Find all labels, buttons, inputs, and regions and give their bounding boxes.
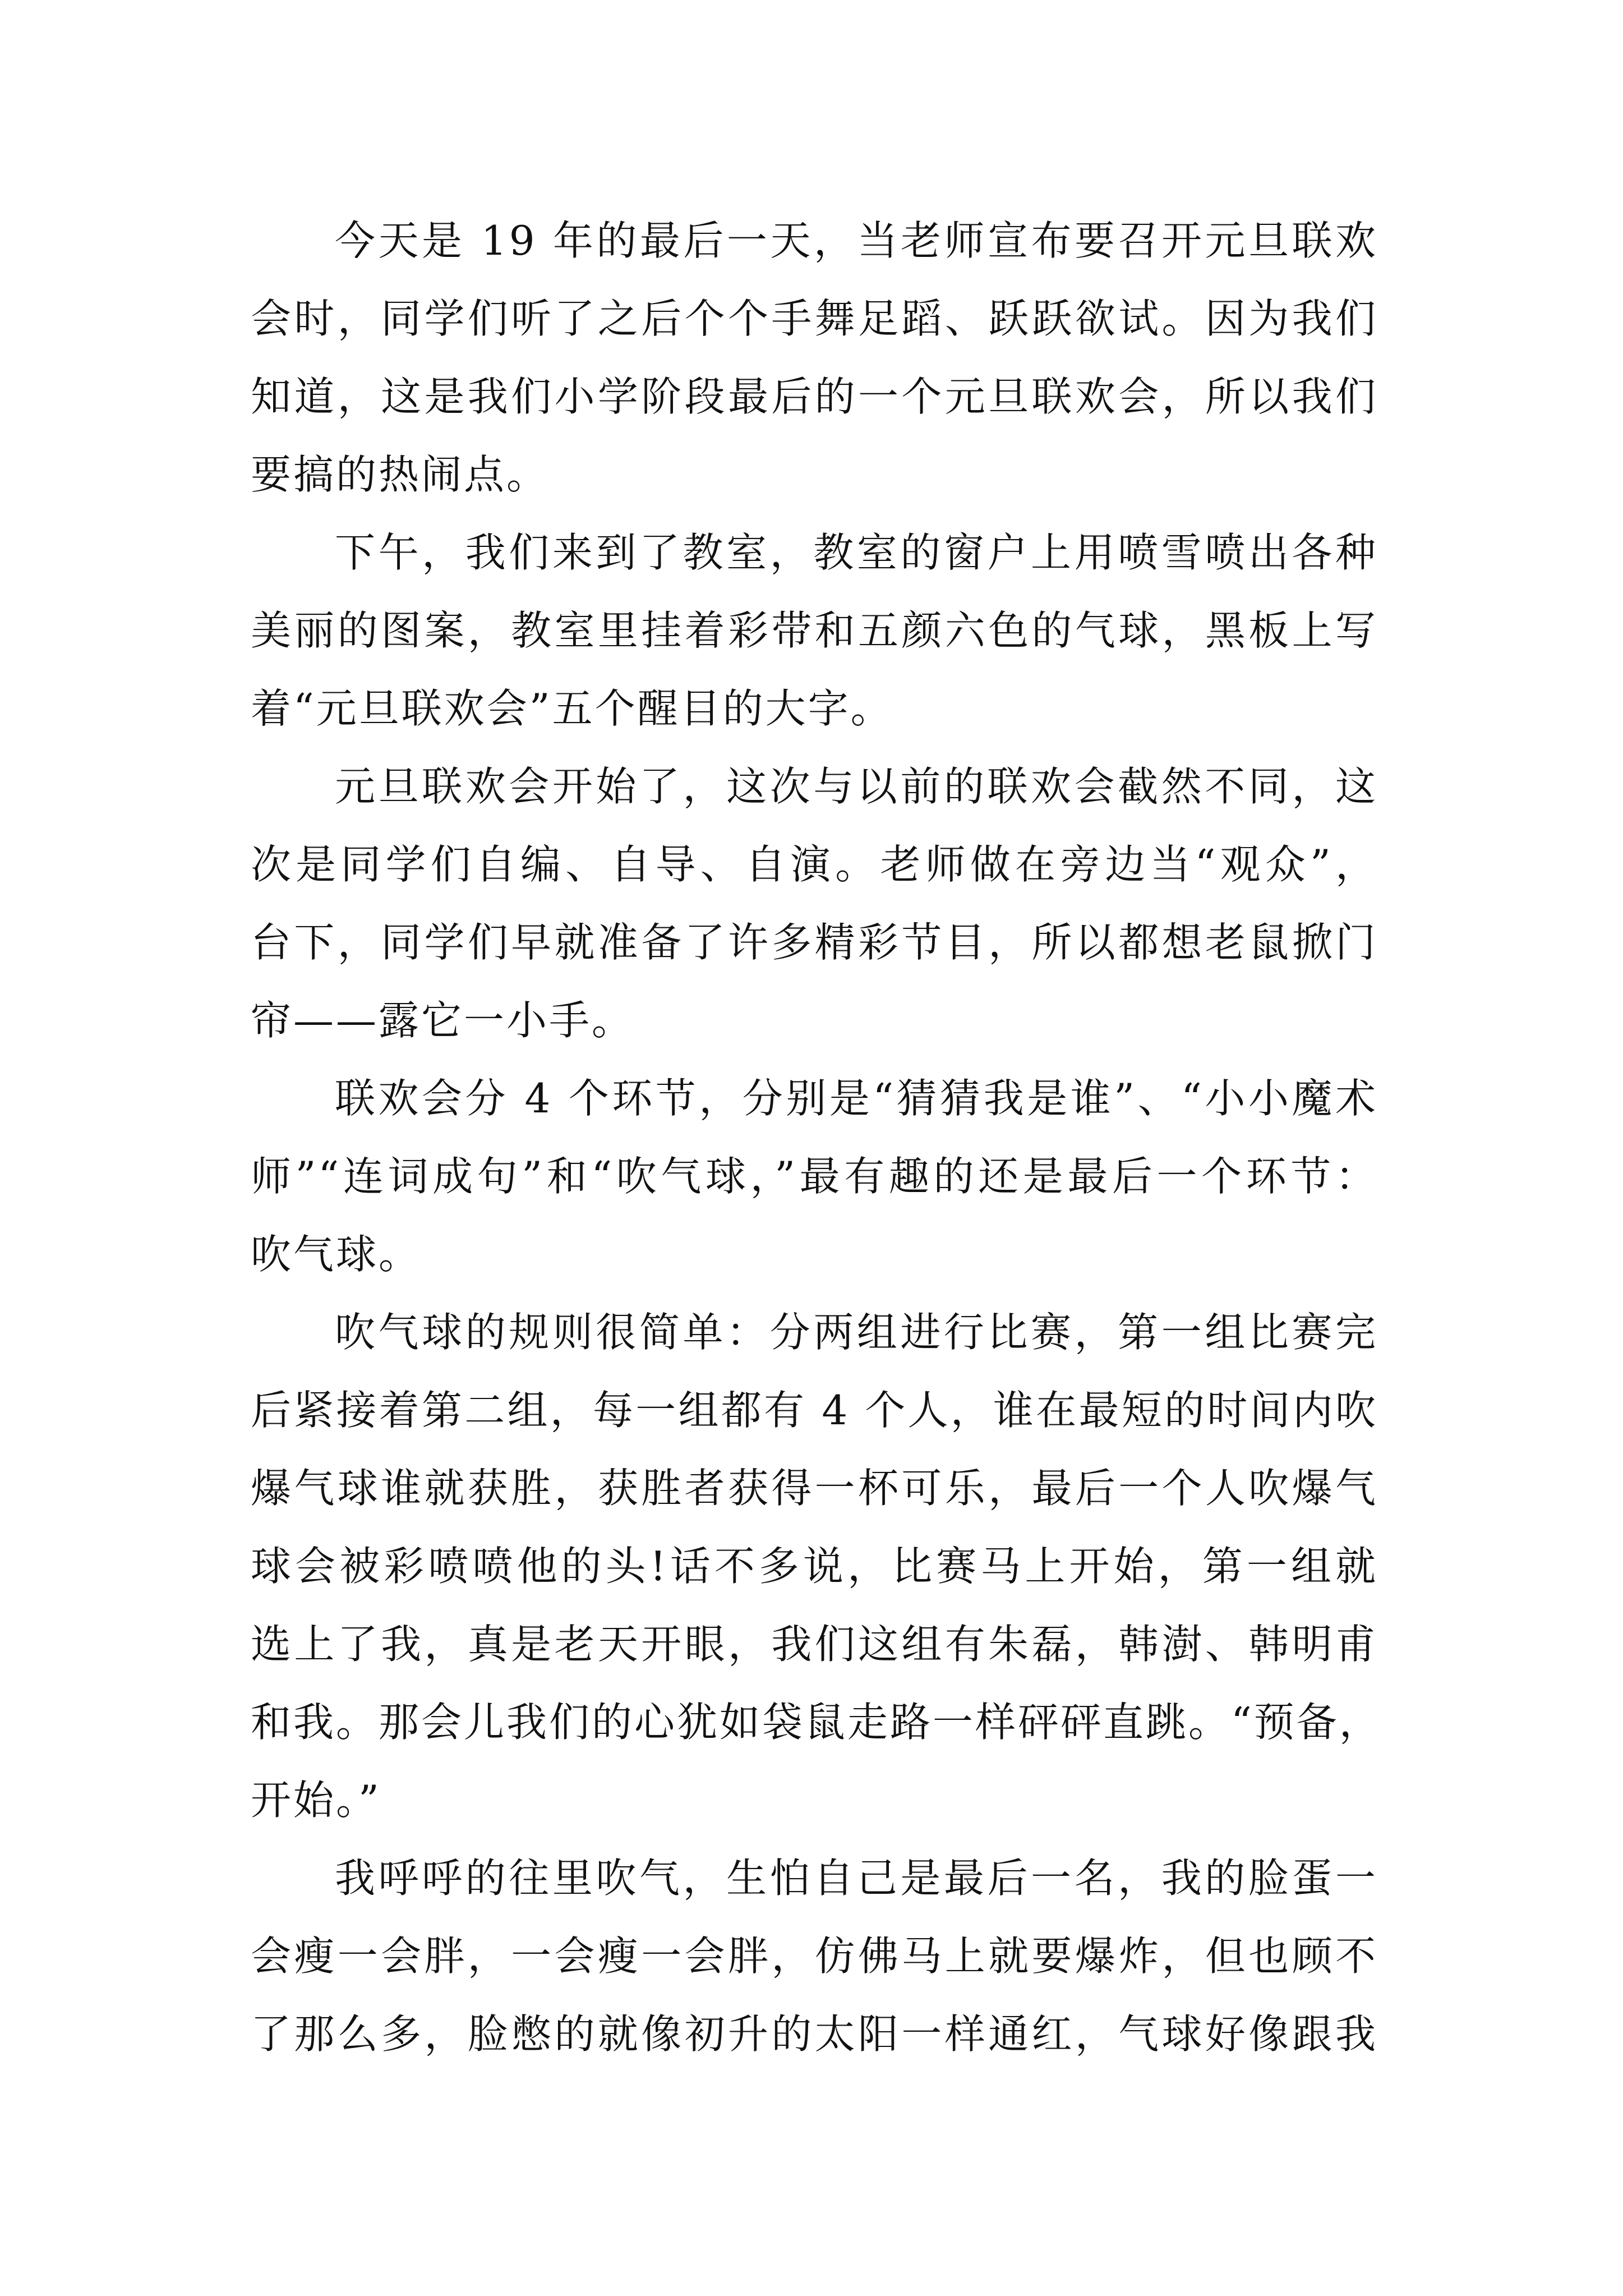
paragraph-2 [251,514,1378,748]
text-line: 开始。” [251,1777,381,1824]
text-line: 吹气球。 [251,1231,422,1278]
paragraph-5 [251,1294,1382,1839]
text-line: 今天是 19 年的最后一天，当老师宣布要召开元旦联欢 [335,217,1378,264]
text-line: 美丽的图案，教室里挂着彩带和五颜六色的气球，黑板上写 [251,607,1378,654]
text-line: 爆气球谁就获胜，获胜者获得一杯可乐，最后一个人吹爆气 [251,1465,1378,1512]
text-line: 次是同学们自编、自导、自演。老师做在旁边当“观众”， [251,841,1378,888]
text-line: 着“元旦联欢会”五个醒目的大字。 [251,685,893,732]
body-text [251,202,1382,2073]
text-line: 会瘦一会胖，一会瘦一会胖，仿佛马上就要爆炸，但也顾不 [251,1932,1378,1980]
text-line: 和我。那会儿我们的心犹如袋鼠走路一样砰砰直跳。“预备， [251,1699,1382,1746]
text-line: 元旦联欢会开始了，这次与以前的联欢会截然不同，这 [335,763,1378,810]
text-line: 了那么多，脸憋的就像初升的太阳一样通红，气球好像跟我 [251,2010,1378,2058]
text-line: 下午，我们来到了教室，教室的窗户上用喷雪喷出各种 [335,529,1378,576]
text-line: 会时，同学们听了之后个个手舞足蹈、跃跃欲试。因为我们 [251,295,1378,342]
text-line: 帘——露它一小手。 [251,997,635,1044]
text-line: 知道，这是我们小学阶段最后的一个元旦联欢会，所以我们 [251,373,1378,420]
paragraph-4 [251,1060,1378,1294]
text-line: 球会被彩喷喷他的头!话不多说，比赛马上开始，第一组就 [251,1543,1378,1590]
paragraph-6 [251,1839,1378,2073]
paragraph-3 [251,748,1378,1060]
paragraph-1 [251,202,1378,514]
text-line: 联欢会分 4 个环节，分别是“猜猜我是谁”、“小小魔术 [335,1075,1378,1122]
text-line: 选上了我，真是老天开眼，我们这组有朱磊，韩澍、韩明甫 [251,1621,1378,1668]
text-line: 我呼呼的往里吹气，生怕自己是最后一名，我的脸蛋一 [335,1855,1378,1902]
text-line: 吹气球的规则很简单：分两组进行比赛，第一组比赛完 [335,1309,1378,1356]
text-line: 后紧接着第二组，每一组都有 4 个人，谁在最短的时间内吹 [251,1387,1378,1434]
text-line: 要搞的热闹点。 [251,451,550,498]
text-line: 台下，同学们早就准备了许多精彩节目，所以都想老鼠掀门 [251,919,1378,966]
text-line: 师”“连词成句”和“吹气球，”最有趣的还是最后一个环节： [251,1153,1378,1200]
